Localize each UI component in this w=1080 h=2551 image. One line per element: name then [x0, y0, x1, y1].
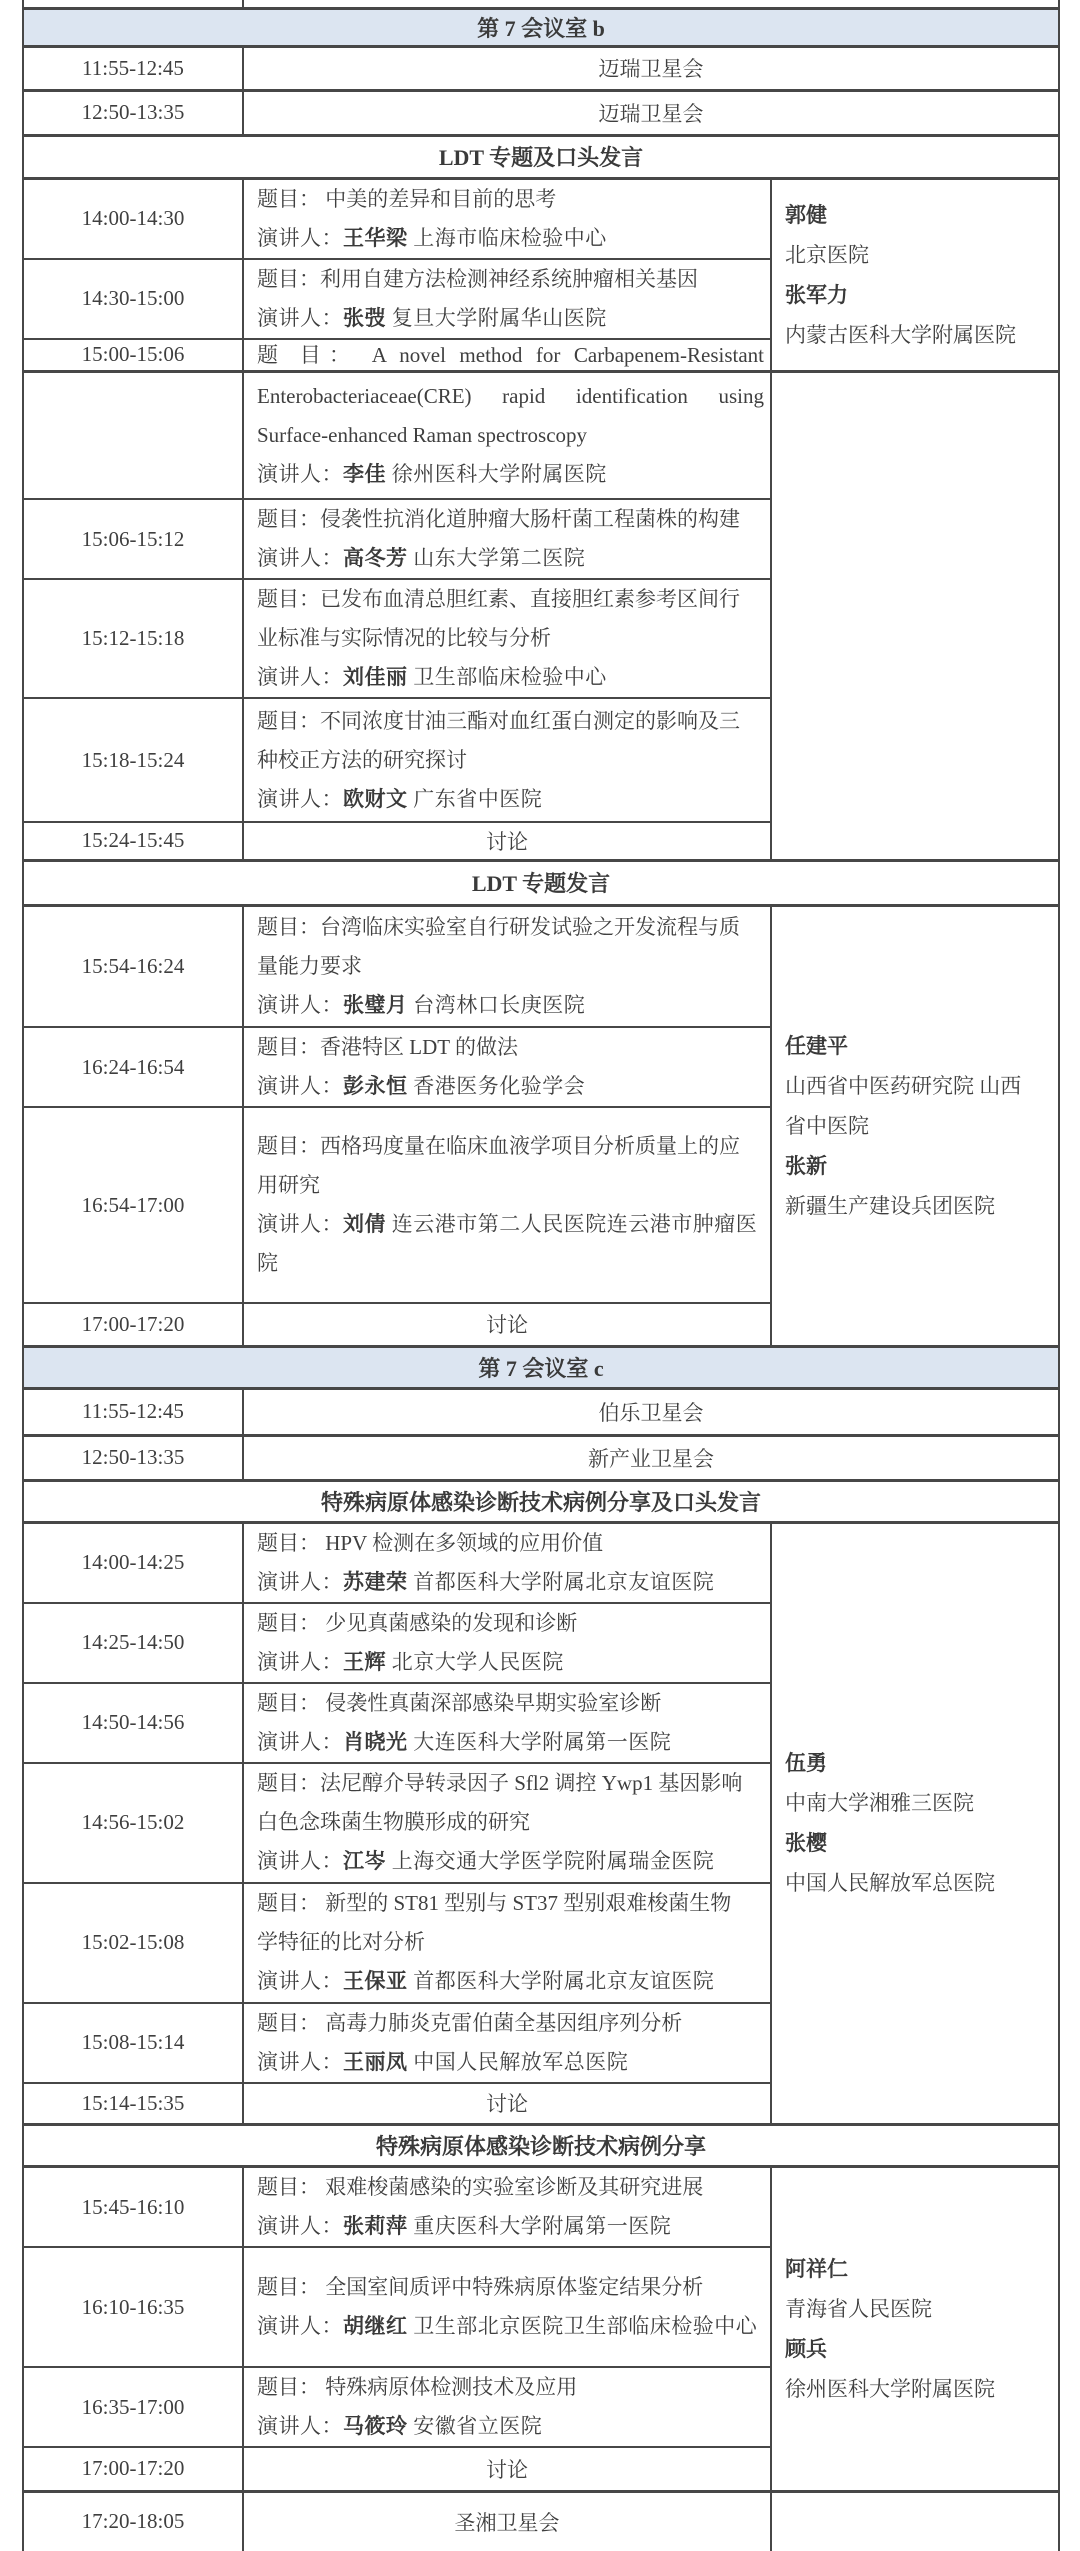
speaker-name: 江岑	[343, 1849, 386, 1873]
table-row	[23, 905, 1059, 1027]
session-title-line: 题目： 高毒力肺炎克雷伯菌全基因组序列分析	[257, 2010, 683, 2035]
table-row	[23, 1388, 1059, 1435]
speaker-name: 苏建荣	[343, 1569, 408, 1594]
time-cell: 11:55-12:45	[23, 46, 243, 90]
time-cell: 15:06-15:12	[23, 499, 243, 579]
section-title: 特殊病原体感染诊断技术病例分享及口头发言	[23, 1480, 1059, 1522]
speaker-name: 王辉	[343, 1649, 386, 1674]
session-title-line: 量能力要求	[257, 953, 362, 978]
discussion-cell: 讨论	[243, 2083, 771, 2125]
session-title-line: 题目：西格玛度量在临床血液学项目分析质量上的应	[257, 1134, 740, 1158]
conference-schedule	[22, 0, 1058, 2551]
discussion-cell: 讨论	[243, 2447, 771, 2491]
session-title-line: 题 目： A novel method for Carbapenem-Resistant	[257, 342, 764, 367]
speaker-line	[257, 2307, 764, 2346]
section-title: 特殊病原体感染诊断技术病例分享	[23, 2125, 1059, 2167]
speaker-name: 肖晓光	[343, 1729, 408, 1754]
chair-name: 郭健	[785, 202, 827, 227]
chair-name: 张樱	[785, 1831, 827, 1856]
speaker-line	[257, 658, 764, 697]
table-row	[23, 1522, 1059, 1603]
time-cell: 16:24-16:54	[23, 1027, 243, 1107]
chair-cell-empty	[771, 2491, 1059, 2551]
speaker-label: 演讲人：	[257, 461, 343, 486]
speaker-label: 演讲人：	[257, 2414, 343, 2438]
time-cell: 16:10-16:35	[23, 2247, 243, 2367]
speaker-affiliation: 山东大学第二医院	[407, 546, 586, 570]
discussion-cell: 圣湘卫星会	[243, 2491, 771, 2551]
speaker-affiliation: 徐州医科大学附属医院	[386, 461, 607, 486]
time-cell: 14:50-14:56	[23, 1683, 243, 1763]
time-cell: 15:54-16:24	[23, 905, 243, 1027]
chair-line	[785, 1146, 1054, 1186]
speaker-label: 演讲人：	[257, 225, 343, 250]
speaker-line	[257, 1563, 764, 1602]
speaker-label: 演讲人：	[257, 1569, 343, 1594]
chair-line	[785, 1823, 1054, 1863]
chair-name: 张新	[785, 1153, 827, 1178]
session-title-line: 题目： HPV 检测在多领域的应用价值	[257, 1530, 604, 1555]
session-title-line: 题目： 全国室间质评中特殊病原体鉴定结果分析	[257, 2275, 704, 2299]
time-cell: 15:12-15:18	[23, 579, 243, 698]
speaker-label: 演讲人：	[257, 2049, 343, 2074]
speaker-line	[257, 1723, 764, 1762]
session-cell	[243, 1883, 771, 2003]
speaker-name: 张璧月	[343, 992, 408, 1017]
speaker-label: 演讲人：	[257, 546, 343, 570]
speaker-label: 演讲人：	[257, 786, 343, 811]
chair-cell	[771, 178, 1059, 371]
table-row	[23, 46, 1059, 90]
spacer-cell	[243, 0, 1059, 8]
satellite-session-cell: 新产业卫星会	[243, 1435, 1059, 1480]
speaker-affiliation: 广东省中医院	[407, 786, 543, 811]
time-cell: 14:00-14:25	[23, 1522, 243, 1603]
time-cell: 14:30-15:00	[23, 259, 243, 339]
time-cell: 15:45-16:10	[23, 2167, 243, 2248]
table-row	[23, 1480, 1059, 1522]
speaker-name: 张莉萍	[343, 2214, 408, 2238]
session-cell	[243, 339, 771, 372]
speaker-name: 王保亚	[343, 1969, 408, 1993]
speaker-line	[257, 1067, 764, 1106]
session-cell	[243, 499, 771, 579]
time-cell	[23, 371, 243, 499]
session-cell	[243, 579, 771, 698]
session-cell	[243, 178, 771, 259]
speaker-affiliation: 首都医科大学附属北京友谊医院	[407, 1569, 715, 1594]
session-cell	[243, 1683, 771, 1763]
speaker-affiliation: 中国人民解放军总医院	[407, 2049, 629, 2074]
session-title-line: Enterobacteriaceae(CRE) rapid identification using	[257, 383, 764, 408]
speaker-name: 马筱玲	[343, 2414, 408, 2438]
table-row	[23, 135, 1059, 178]
time-cell: 11:55-12:45	[23, 1388, 243, 1435]
table-row	[23, 2491, 1059, 2551]
chair-line: 北京医院	[785, 242, 869, 267]
speaker-name: 李佳	[343, 461, 386, 486]
chair-line: 徐州医科大学附属医院	[785, 2376, 995, 2401]
speaker-affiliation: 安徽省立医院	[407, 2414, 543, 2438]
table-row	[23, 2167, 1059, 2248]
speaker-label: 演讲人：	[257, 1849, 343, 1873]
speaker-label: 演讲人：	[257, 1074, 343, 1098]
session-cell	[243, 1027, 771, 1107]
session-title-line: 题目：侵袭性抗消化道肿瘤大肠杆菌工程菌株的构建	[257, 507, 740, 531]
speaker-name: 胡继红	[343, 2314, 408, 2338]
speaker-line	[257, 539, 764, 578]
satellite-session-cell: 迈瑞卫星会	[243, 90, 1059, 135]
schedule-table	[22, 0, 1060, 2551]
chair-cell	[771, 1522, 1059, 2125]
session-cell	[243, 1522, 771, 1603]
time-cell: 12:50-13:35	[23, 1435, 243, 1480]
time-cell: 15:24-15:45	[23, 822, 243, 860]
session-cell	[243, 2367, 771, 2447]
table-row	[23, 1435, 1059, 1480]
speaker-affiliation: 重庆医科大学附属第一医院	[407, 2214, 672, 2238]
chair-line: 新疆生产建设兵团医院	[785, 1193, 995, 1218]
speaker-name: 王华梁	[343, 225, 408, 250]
session-title-line: 题目：台湾临床实验室自行研发试验之开发流程与质	[257, 914, 740, 939]
chair-cell	[771, 905, 1059, 1346]
chair-line	[785, 1743, 1054, 1783]
chair-line: 中国人民解放军总医院	[785, 1871, 995, 1896]
time-cell: 17:00-17:20	[23, 2447, 243, 2491]
chair-line	[785, 2249, 1054, 2289]
discussion-cell: 讨论	[243, 1303, 771, 1346]
session-title-line: 题目： 中美的差异和目前的思考	[257, 186, 557, 211]
discussion-cell: 讨论	[243, 822, 771, 860]
table-row	[23, 860, 1059, 905]
speaker-name: 欧财文	[343, 786, 408, 811]
speaker-affiliation: 上海交通大学医学院附属瑞金医院	[386, 1849, 715, 1873]
speaker-line	[257, 2043, 764, 2082]
chair-line	[785, 1026, 1054, 1066]
session-title-line: 题目：法尼醇介导转录因子 Sfl2 调控 Ywp1 基因影响	[257, 1771, 743, 1795]
session-title-line: 业标准与实际情况的比较与分析	[257, 626, 551, 650]
speaker-affiliation: 大连医科大学附属第一医院	[407, 1729, 672, 1754]
speaker-affiliation: 连云港市第二人民医院连云港市肿瘤医院	[257, 1212, 758, 1275]
section-title: LDT 专题及口头发言	[23, 135, 1059, 178]
speaker-affiliation: 卫生部北京医院卫生部临床检验中心	[407, 2314, 758, 2338]
time-cell: 16:54-17:00	[23, 1107, 243, 1303]
speaker-line	[257, 1643, 764, 1682]
speaker-label: 演讲人：	[257, 1969, 343, 1993]
speaker-name: 高冬芳	[343, 546, 408, 570]
chair-name: 阿祥仁	[785, 2256, 848, 2281]
speaker-affiliation: 北京大学人民医院	[386, 1649, 564, 1674]
speaker-line	[257, 1962, 764, 2001]
speaker-affiliation: 上海市临床检验中心	[407, 225, 607, 250]
room-header: 第 7 会议室 b	[23, 8, 1059, 46]
speaker-label: 演讲人：	[257, 992, 343, 1017]
session-cell	[243, 1763, 771, 1883]
session-cell	[243, 905, 771, 1027]
time-cell: 14:25-14:50	[23, 1603, 243, 1683]
speaker-line	[257, 2207, 764, 2246]
speaker-label: 演讲人：	[257, 1729, 343, 1754]
speaker-name: 刘倩	[343, 1212, 386, 1236]
speaker-affiliation: 台湾林口长庚医院	[407, 992, 586, 1017]
session-title-line: 题目： 特殊病原体检测技术及应用	[257, 2375, 578, 2399]
session-cell	[243, 259, 771, 339]
speaker-line	[257, 299, 764, 338]
session-title-line: 学特征的比对分析	[257, 1930, 425, 1954]
time-cell: 16:35-17:00	[23, 2367, 243, 2447]
speaker-label: 演讲人：	[257, 665, 343, 689]
table-row	[23, 90, 1059, 135]
speaker-affiliation: 复旦大学附属华山医院	[386, 305, 607, 330]
session-cell	[243, 2003, 771, 2083]
chair-cell	[771, 371, 1059, 860]
speaker-label: 演讲人：	[257, 305, 343, 330]
session-title-line: Surface-enhanced Raman spectroscopy	[257, 422, 588, 447]
chair-name: 任建平	[785, 1033, 848, 1058]
time-cell: 15:02-15:08	[23, 1883, 243, 2003]
speaker-line	[257, 1205, 764, 1283]
session-cell	[243, 2167, 771, 2248]
speaker-line	[257, 1842, 764, 1881]
chair-line	[785, 2329, 1054, 2369]
chair-name: 伍勇	[785, 1751, 827, 1776]
session-title-line: 用研究	[257, 1173, 320, 1197]
session-cell	[243, 2247, 771, 2367]
table-row	[23, 0, 1059, 8]
speaker-label: 演讲人：	[257, 1212, 343, 1236]
table-row	[23, 1346, 1059, 1388]
satellite-session-cell: 伯乐卫星会	[243, 1388, 1059, 1435]
session-title-line: 题目：香港特区 LDT 的做法	[257, 1035, 518, 1059]
time-cell: 14:56-15:02	[23, 1763, 243, 1883]
speaker-name: 刘佳丽	[343, 665, 408, 689]
speaker-line	[257, 986, 764, 1025]
speaker-name: 彭永恒	[343, 1074, 408, 1098]
session-title-line: 题目： 艰难梭菌感染的实验室诊断及其研究进展	[257, 2175, 704, 2199]
speaker-affiliation: 首都医科大学附属北京友谊医院	[407, 1969, 715, 1993]
speaker-line	[257, 455, 764, 494]
session-cell	[243, 1107, 771, 1303]
session-cell	[243, 371, 771, 499]
session-title-line: 白色念珠菌生物膜形成的研究	[257, 1810, 530, 1834]
chair-line: 内蒙古医科大学附属医院	[785, 322, 1016, 347]
speaker-line	[257, 219, 764, 258]
session-title-line: 题目： 侵袭性真菌深部感染早期实验室诊断	[257, 1690, 662, 1715]
speaker-label: 演讲人：	[257, 2314, 343, 2338]
speaker-affiliation: 香港医务化验学会	[407, 1074, 586, 1098]
time-cell: 15:18-15:24	[23, 698, 243, 822]
session-cell	[243, 1603, 771, 1683]
speaker-label: 演讲人：	[257, 1649, 343, 1674]
time-cell: 15:14-15:35	[23, 2083, 243, 2125]
table-row	[23, 2125, 1059, 2167]
time-cell: 12:50-13:35	[23, 90, 243, 135]
chair-line: 省中医院	[785, 1113, 869, 1138]
chair-line	[785, 275, 1054, 315]
session-title-line: 题目：已发布血清总胆红素、直接胆红素参考区间行	[257, 587, 740, 611]
speaker-line	[257, 2407, 764, 2446]
chair-line: 中南大学湘雅三医院	[785, 1791, 974, 1816]
speaker-name: 王丽凤	[343, 2049, 408, 2074]
section-title: LDT 专题发言	[23, 860, 1059, 905]
session-title-line: 题目：利用自建方法检测神经系统肿瘤相关基因	[257, 266, 698, 291]
time-cell: 17:00-17:20	[23, 1303, 243, 1346]
time-cell: 14:00-14:30	[23, 178, 243, 259]
session-title-line: 题目： 少见真菌感染的发现和诊断	[257, 1610, 578, 1635]
satellite-session-cell: 迈瑞卫星会	[243, 46, 1059, 90]
session-title-line: 题目：不同浓度甘油三酯对血红蛋白测定的影响及三	[257, 708, 740, 733]
time-cell: 15:00-15:06	[23, 339, 243, 372]
chair-line: 山西省中医药研究院 山西	[785, 1073, 1022, 1098]
chair-cell	[771, 2167, 1059, 2492]
time-cell: 17:20-18:05	[23, 2491, 243, 2551]
chair-name: 顾兵	[785, 2336, 827, 2361]
room-header: 第 7 会议室 c	[23, 1346, 1059, 1388]
speaker-line	[257, 780, 764, 819]
session-cell	[243, 698, 771, 822]
spacer-time-cell	[23, 0, 243, 8]
chair-name: 张军力	[785, 282, 848, 307]
table-row	[23, 371, 1059, 499]
speaker-label: 演讲人：	[257, 2214, 343, 2238]
chair-line	[785, 195, 1054, 235]
speaker-name: 张弢	[343, 305, 386, 330]
time-cell: 15:08-15:14	[23, 2003, 243, 2083]
chair-line: 青海省人民医院	[785, 2296, 932, 2321]
schedule-body	[23, 0, 1059, 2551]
session-title-line: 题目： 新型的 ST81 型别与 ST37 型别艰难梭菌生物	[257, 1891, 732, 1915]
table-row	[23, 8, 1059, 46]
session-title-line: 种校正方法的研究探讨	[257, 747, 467, 772]
table-row	[23, 178, 1059, 259]
speaker-affiliation: 卫生部临床检验中心	[407, 665, 607, 689]
